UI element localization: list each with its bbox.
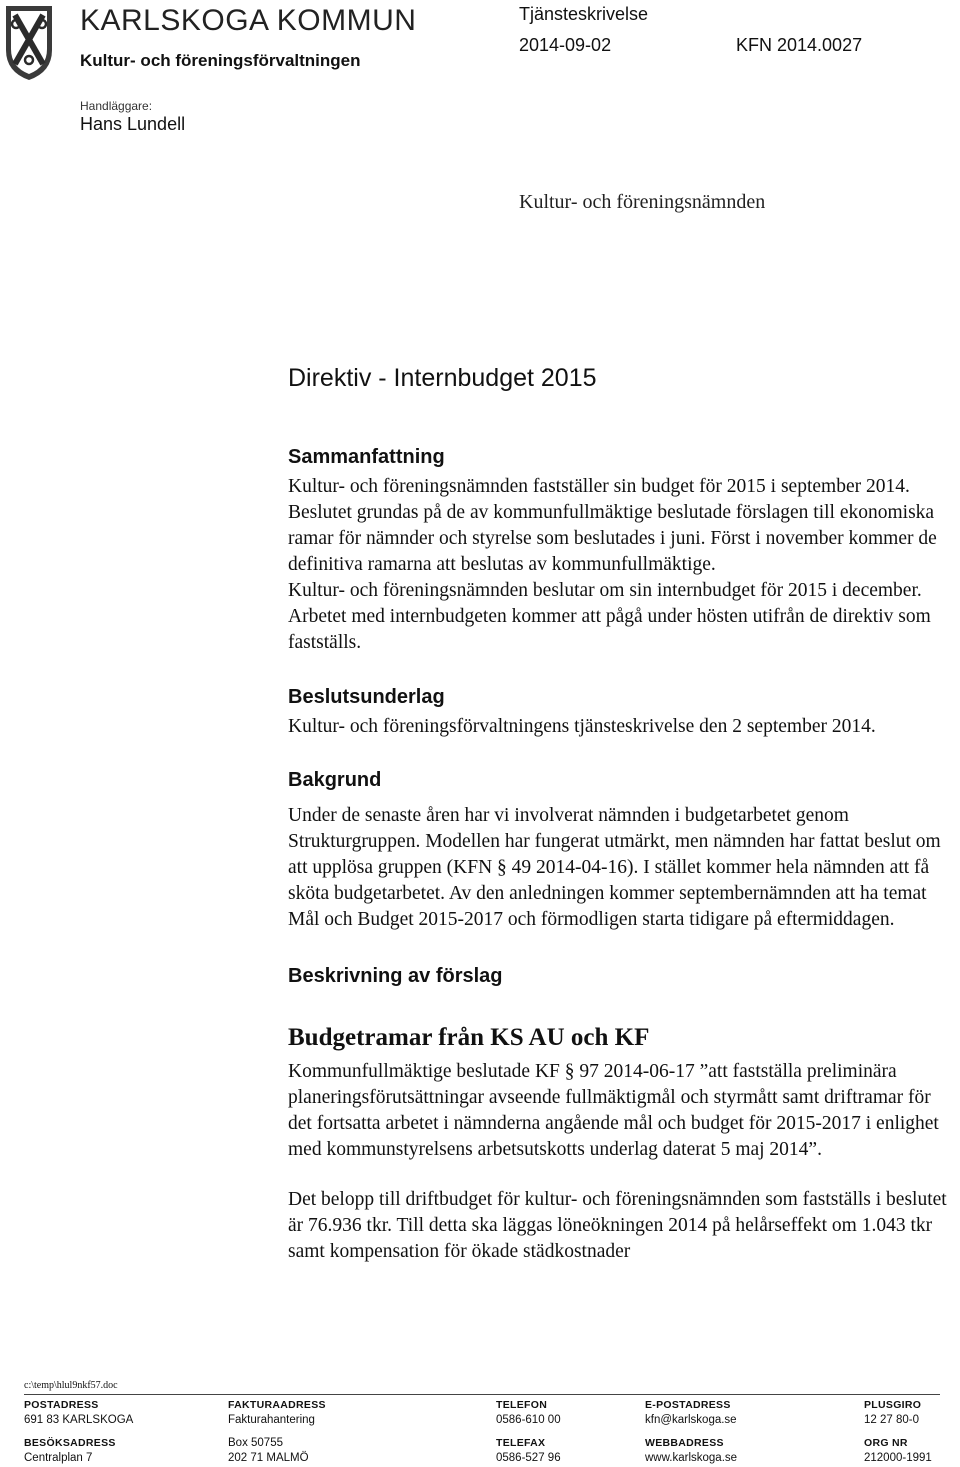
page-title: Direktiv - Internbudget 2015 [288,364,597,392]
footer-heading: POSTADRESS [24,1399,99,1411]
footer-value: 0586-527 96 [496,1452,561,1464]
footer-heading: ORG NR [864,1437,908,1449]
handler-label: Handläggare: [80,99,153,113]
municipal-crest-icon [2,2,56,82]
footer-value: 0586-610 00 [496,1414,561,1426]
document-date: 2014-09-02 [519,35,612,55]
footer-value: Fakturahantering [228,1414,315,1426]
background-text: Under de senaste åren har vi involverat nämnden i budgetarbetet genom Strukturgruppen. Modellen har fungerat utmärkt, men nämnden har fattat beslut om att upplösa gruppen (KFN § 49 2014-04-16). I stället kommer hela nämnden att få sköta budgetarbetet. Av den anledningen kommer septembernämnden att ha temat Mål och Budget 2015-2017 och förmodligen starta tidigare på eftermiddagen. [288,805,941,930]
footer-column-postal [24,1398,133,1466]
basis-text: Kultur- och föreningsförvaltningens tjänsteskrivelse den 2 september 2014. [288,716,876,737]
document-type: Tjänsteskrivelse [519,4,649,24]
org-department: Kultur- och föreningsförvaltningen [80,51,361,70]
footer-value: 12 27 80-0 [864,1414,919,1426]
background-heading: Bakgrund [288,769,382,791]
footer-email-link[interactable]: kfn@karlskoga.se [645,1414,737,1426]
footer-heading: BESÖKSADRESS [24,1437,116,1449]
footer-heading: TELEFON [496,1399,548,1411]
footer-value: 691 83 KARLSKOGA [24,1414,134,1426]
footer-file-path: c:\temp\hlul9nkf57.doc [24,1380,118,1391]
basis-heading: Beslutsunderlag [288,686,445,708]
summary-paragraph-2: Kultur- och föreningsnämnden beslutar om sin internbudget för 2015 i december. Arbetet med internbudgeten kommer att pågå under hösten utifrån de direktiv som fastställs. [288,580,931,653]
footer-value: Box 50755 [228,1437,283,1449]
footer-value: 202 71 MALMÖ [228,1452,309,1464]
footer-value: Centralplan 7 [24,1452,93,1464]
summary-heading: Sammanfattning [288,446,445,468]
footer-column-invoice [228,1398,326,1466]
footer-column-email [645,1398,737,1466]
footer-heading: PLUSGIRO [864,1399,922,1411]
footer-column-phone [496,1398,561,1466]
budget-frames-paragraph-2: Det belopp till driftbudget för kultur- och föreningsnämnden som fastställs i beslutet är 76.936 tkr. Till detta ska läggas löneökningen 2014 på helårseffekt om 1.043 tkr samt kompensation för ökade städkostnader [288,1189,947,1262]
document-reference: KFN 2014.0027 [736,35,863,55]
footer-heading: WEBBADRESS [645,1437,724,1449]
footer-heading: TELEFAX [496,1437,546,1449]
summary-paragraph-1: Kultur- och föreningsnämnden fastställer sin budget för 2015 i september 2014. Beslutet grundas på de av kommunfullmäktige beslutade förslagen till ekonomiska ramar för nämnder och styrelse som beslutades i juni. Först i november kommer de definitiva ramarna att beslutas av kommunfullmäktige. [288,476,937,575]
footer-heading: FAKTURAADRESS [228,1399,326,1411]
footer-value: 212000-1991 [864,1452,932,1464]
proposal-heading: Beskrivning av förslag [288,965,503,987]
footer-divider [24,1394,940,1395]
budget-frames-paragraph-1: Kommunfullmäktige beslutade KF § 97 2014-06-17 ”att fastställa preliminära planeringsförutsättningar avseende fullmäktigmål och styrmått samt driftramar för det fortsatta arbetet i nämnderna angående mål och budget för 2015-2017 i enlighet med kommunstyrelsens arbetsutskotts underlag daterat 5 maj 2014”. [288,1061,939,1160]
handler-name: Hans Lundell [80,114,186,134]
budget-frames-heading: Budgetramar från KS AU och KF [288,1024,650,1051]
org-name: KARLSKOGA KOMMUN [80,4,417,37]
document-body [288,444,948,1265]
footer-web-link[interactable]: www.karlskoga.se [645,1452,738,1464]
footer-column-giro [864,1398,932,1466]
recipient: Kultur- och föreningsnämnden [519,191,766,213]
footer-heading: E-POSTADRESS [645,1399,731,1411]
